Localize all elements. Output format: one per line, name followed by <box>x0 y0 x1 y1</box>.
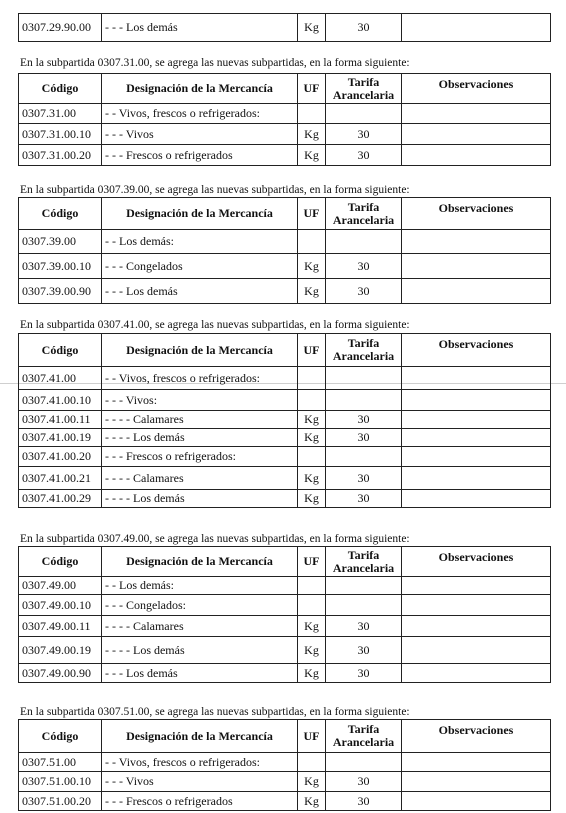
uf-cell: Kg <box>298 279 326 304</box>
designation-cell: - - - Frescos o refrigerados <box>102 145 298 166</box>
header-tariff-line2: Arancelaria <box>332 560 395 575</box>
code-cell: 0307.41.00.21 <box>19 467 102 490</box>
code-cell: 0307.49.00.19 <box>19 637 102 664</box>
tariff-table <box>18 73 551 166</box>
code-cell: 0307.49.00.90 <box>19 664 102 683</box>
code-cell: 0307.41.00.20 <box>19 447 102 467</box>
observations-cell <box>402 104 551 124</box>
table-header-row <box>19 334 551 367</box>
designation-cell: - - Vivos, frescos o refrigerados: <box>102 104 298 124</box>
tariff-cell: 30 <box>326 279 402 304</box>
header-tariff <box>326 198 402 230</box>
header-tariff <box>326 74 402 104</box>
table-row <box>19 595 551 616</box>
header-observations: Observaciones <box>402 334 551 367</box>
code-cell: 0307.51.00 <box>19 753 102 772</box>
designation-cell: - - - - Los demás <box>102 429 298 447</box>
designation-cell: - - - - Calamares <box>102 616 298 637</box>
header-uf: UF <box>298 547 326 577</box>
header-tariff-line1: Tarifa <box>347 199 380 214</box>
table-row <box>19 279 551 304</box>
header-tariff <box>326 334 402 367</box>
observations-cell <box>402 490 551 508</box>
header-tariff-line2: Arancelaria <box>332 735 395 749</box>
header-code: Código <box>19 198 102 230</box>
tariff-cell <box>326 367 402 390</box>
code-cell: 0307.51.00.10 <box>19 772 102 792</box>
tariff-cell: 30 <box>326 490 402 508</box>
header-tariff <box>326 720 402 753</box>
tariff-cell <box>326 577 402 595</box>
table-row <box>19 367 551 390</box>
uf-cell: Kg <box>298 490 326 508</box>
uf-cell <box>298 390 326 411</box>
observations-cell <box>402 664 551 683</box>
header-uf: UF <box>298 74 326 104</box>
observations-cell <box>402 595 551 616</box>
designation-cell: - - - Vivos <box>102 124 298 145</box>
table-row <box>19 429 551 447</box>
designation-cell: - - - - Calamares <box>102 411 298 429</box>
designation-cell: - - - Frescos o refrigerados: <box>102 447 298 467</box>
table-row <box>19 664 551 683</box>
uf-cell: Kg <box>298 254 326 279</box>
code-cell: 0307.39.00.90 <box>19 279 102 304</box>
code-cell: 0307.31.00.10 <box>19 124 102 145</box>
section-intro: En la subpartida 0307.41.00, se agrega las nuevas subpartidas, en la forma siguiente: <box>20 319 410 331</box>
table-row <box>19 467 551 490</box>
section-intro: En la subpartida 0307.31.00, se agrega las nuevas subpartidas, en la forma siguiente: <box>20 57 410 69</box>
uf-cell: Kg <box>298 616 326 637</box>
section-intro: En la subpartida 0307.51.00, se agrega las nuevas subpartidas, en la forma siguiente: <box>20 706 410 718</box>
header-uf: UF <box>298 334 326 367</box>
tariff-cell <box>326 447 402 467</box>
observations-cell <box>402 124 551 145</box>
uf-cell: Kg <box>298 637 326 664</box>
table-row <box>19 145 551 166</box>
table-row <box>19 792 551 811</box>
designation-cell: - - Vivos, frescos o refrigerados: <box>102 753 298 772</box>
uf-cell: Kg <box>298 429 326 447</box>
observations-cell <box>402 390 551 411</box>
observations-cell <box>402 230 551 254</box>
tariff-cell: 30 <box>326 145 402 166</box>
observations-cell <box>402 411 551 429</box>
designation-cell: - - Vivos, frescos o refrigerados: <box>102 367 298 390</box>
table-row <box>19 447 551 467</box>
header-tariff-line2: Arancelaria <box>332 349 395 363</box>
section-intro: En la subpartida 0307.39.00, se agrega las nuevas subpartidas, en la forma siguiente: <box>20 184 410 196</box>
header-code: Código <box>19 334 102 367</box>
header-tariff-line1: Tarifa <box>347 74 380 89</box>
tariff-cell: 30 <box>326 429 402 447</box>
uf-cell: Kg <box>298 467 326 490</box>
uf-cell <box>298 367 326 390</box>
uf-cell <box>298 104 326 124</box>
uf-cell <box>298 595 326 616</box>
designation-cell: - - Los demás: <box>102 230 298 254</box>
table-row <box>19 411 551 429</box>
code-cell: 0307.39.00 <box>19 230 102 254</box>
header-designation: Designación de la Mercancía <box>102 720 298 753</box>
tariff-table <box>18 197 551 304</box>
uf-cell <box>298 577 326 595</box>
table-row <box>19 254 551 279</box>
tariff-cell <box>326 753 402 772</box>
header-designation: Designación de la Mercancía <box>102 74 298 104</box>
observations-cell <box>402 367 551 390</box>
designation-cell: - - - Los demás <box>102 664 298 683</box>
header-tariff-line1: Tarifa <box>347 547 380 562</box>
tariff-cell: 30 <box>326 467 402 490</box>
tariff-cell: 30 <box>326 637 402 664</box>
designation-cell: - - - Vivos <box>102 772 298 792</box>
code-cell: 0307.49.00.10 <box>19 595 102 616</box>
section-intro: En la subpartida 0307.49.00, se agrega las nuevas subpartidas, en la forma siguiente: <box>20 533 410 545</box>
code-cell: 0307.51.00.20 <box>19 792 102 811</box>
header-tariff-line2: Arancelaria <box>332 212 395 227</box>
header-tariff <box>326 547 402 577</box>
observations-cell <box>402 145 551 166</box>
code-cell: 0307.41.00.11 <box>19 411 102 429</box>
table-row <box>19 577 551 595</box>
designation-cell: - - - - Calamares <box>102 467 298 490</box>
observations-cell <box>402 14 551 42</box>
uf-cell: Kg <box>298 124 326 145</box>
code-cell: 0307.49.00.11 <box>19 616 102 637</box>
designation-cell: - - - Los demás <box>102 279 298 304</box>
tariff-cell <box>326 230 402 254</box>
uf-cell: Kg <box>298 664 326 683</box>
header-code: Código <box>19 74 102 104</box>
table-row <box>19 637 551 664</box>
table-row <box>19 124 551 145</box>
tariff-cell: 30 <box>326 254 402 279</box>
table-row <box>19 616 551 637</box>
designation-cell: - - - Vivos: <box>102 390 298 411</box>
tariff-cell: 30 <box>326 124 402 145</box>
uf-cell: Kg <box>298 14 326 42</box>
table-row <box>19 390 551 411</box>
header-designation: Designación de la Mercancía <box>102 334 298 367</box>
table-row <box>19 104 551 124</box>
table-row <box>19 230 551 254</box>
header-observations: Observaciones <box>402 720 551 753</box>
code-cell: 0307.41.00.29 <box>19 490 102 508</box>
observations-cell <box>402 792 551 811</box>
observations-cell <box>402 467 551 490</box>
table-header-row <box>19 198 551 230</box>
table-header-row <box>19 547 551 577</box>
code-cell: 0307.31.00.20 <box>19 145 102 166</box>
tariff-cell <box>326 104 402 124</box>
observations-cell <box>402 447 551 467</box>
observations-cell <box>402 772 551 792</box>
observations-cell <box>402 254 551 279</box>
designation-cell: - - - - Los demás <box>102 490 298 508</box>
header-observations: Observaciones <box>402 198 551 230</box>
uf-cell <box>298 753 326 772</box>
tariff-table <box>18 546 551 683</box>
header-observations: Observaciones <box>402 74 551 104</box>
table-header-row <box>19 74 551 104</box>
header-code: Código <box>19 720 102 753</box>
designation-cell: - - Los demás: <box>102 577 298 595</box>
table-row <box>19 14 551 42</box>
continued-tariff-table <box>18 13 551 42</box>
header-uf: UF <box>298 720 326 753</box>
tariff-cell: 30 <box>326 14 402 42</box>
observations-cell <box>402 279 551 304</box>
designation-cell: - - - Frescos o refrigerados <box>102 792 298 811</box>
table-row <box>19 753 551 772</box>
tariff-cell: 30 <box>326 792 402 811</box>
code-cell: 0307.41.00.10 <box>19 390 102 411</box>
uf-cell: Kg <box>298 411 326 429</box>
observations-cell <box>402 577 551 595</box>
designation-cell: - - - Congelados <box>102 254 298 279</box>
header-tariff-line1: Tarifa <box>347 336 380 350</box>
code-cell: 0307.49.00 <box>19 577 102 595</box>
code-cell: 0307.39.00.10 <box>19 254 102 279</box>
code-cell: 0307.29.90.00 <box>19 14 102 42</box>
designation-cell: - - - - Los demás <box>102 637 298 664</box>
uf-cell: Kg <box>298 772 326 792</box>
uf-cell: Kg <box>298 792 326 811</box>
uf-cell <box>298 230 326 254</box>
header-tariff-line2: Arancelaria <box>332 87 395 102</box>
designation-cell: - - - Congelados: <box>102 595 298 616</box>
observations-cell <box>402 429 551 447</box>
tariff-cell: 30 <box>326 664 402 683</box>
header-code: Código <box>19 547 102 577</box>
table-row <box>19 772 551 792</box>
tariff-table <box>18 333 551 508</box>
tariff-cell: 30 <box>326 616 402 637</box>
code-cell: 0307.31.00 <box>19 104 102 124</box>
tariff-cell <box>326 595 402 616</box>
tariff-cell <box>326 390 402 411</box>
tariff-cell: 30 <box>326 411 402 429</box>
header-observations: Observaciones <box>402 547 551 577</box>
code-cell: 0307.41.00 <box>19 367 102 390</box>
tariff-cell: 30 <box>326 772 402 792</box>
uf-cell <box>298 447 326 467</box>
observations-cell <box>402 637 551 664</box>
header-designation: Designación de la Mercancía <box>102 547 298 577</box>
header-designation: Designación de la Mercancía <box>102 198 298 230</box>
header-uf: UF <box>298 198 326 230</box>
table-header-row <box>19 720 551 753</box>
tariff-table <box>18 719 551 811</box>
header-tariff-line1: Tarifa <box>347 722 380 736</box>
uf-cell: Kg <box>298 145 326 166</box>
designation-cell: - - - Los demás <box>102 14 298 42</box>
code-cell: 0307.41.00.19 <box>19 429 102 447</box>
observations-cell <box>402 753 551 772</box>
table-row <box>19 490 551 508</box>
observations-cell <box>402 616 551 637</box>
